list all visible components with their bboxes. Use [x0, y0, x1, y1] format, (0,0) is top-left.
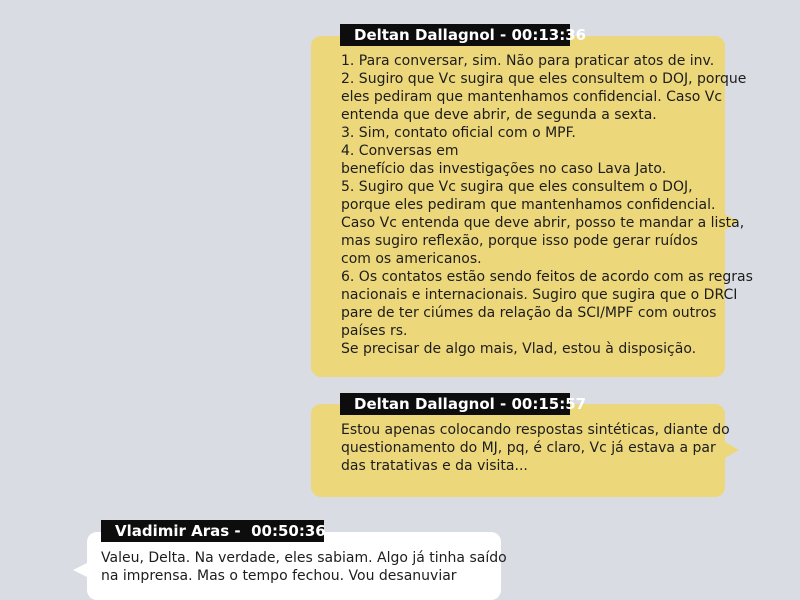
message-line: das tratativas e da visita...: [341, 458, 528, 474]
message-line: benefício das investigações no caso Lava Jato.: [341, 161, 667, 177]
message-line: 3. Sim, contato oficial com o MPF.: [341, 125, 576, 141]
message-line: 4. Conversas em: [341, 143, 459, 159]
message-line: porque eles pediram que mantenhamos confidencial.: [341, 197, 716, 213]
message-line: Estou apenas colocando respostas sintéticas, diante do: [341, 422, 730, 438]
message-line: 1. Para conversar, sim. Não para praticar atos de inv.: [341, 53, 715, 69]
message-body: [341, 421, 730, 475]
message-bubble-3: [87, 532, 507, 600]
message-line: 2. Sugiro que Vc sugira que eles consultem o DOJ, porque: [341, 71, 747, 87]
bubble-tail: [73, 563, 87, 577]
message-body: [101, 549, 507, 585]
message-line: na imprensa. Mas o tempo fechou. Vou desanuviar: [101, 568, 457, 584]
message-line: 5. Sugiro que Vc sugira que eles consultem o DOJ,: [341, 179, 693, 195]
message-line: com os americanos.: [341, 251, 482, 267]
message-line: países rs.: [341, 323, 408, 339]
sender-timestamp-header: Deltan Dallagnol - 00:15:57: [340, 393, 570, 415]
message-body: [341, 52, 753, 358]
message-bubble-1: [311, 36, 753, 377]
message-line: Caso Vc entenda que deve abrir, posso te mandar a lista,: [341, 215, 745, 231]
sender-timestamp-header: Vladimir Aras - 00:50:36: [101, 520, 324, 542]
message-line: Valeu, Delta. Na verdade, eles sabiam. Algo já tinha saído: [101, 550, 507, 566]
sender-timestamp-header: Deltan Dallagnol - 00:13:36: [340, 24, 570, 46]
message-line: Se precisar de algo mais, Vlad, estou à disposição.: [341, 341, 697, 357]
message-line: mas sugiro reflexão, porque isso pode gerar ruídos: [341, 233, 698, 249]
message-bubble-2: [311, 404, 730, 497]
message-line: nacionais e internacionais. Sugiro que sugira que o DRCI: [341, 287, 738, 303]
message-line: questionamento do MJ, pq, é claro, Vc já estava a par: [341, 440, 716, 456]
message-line: pare de ter ciúmes da relação da SCI/MPF com outros: [341, 305, 717, 321]
message-line: 6. Os contatos estão sendo feitos de acordo com as regras: [341, 269, 753, 285]
message-line: entenda que deve abrir, de segunda a sexta.: [341, 107, 657, 123]
message-line: eles pediram que mantenhamos confidencial. Caso Vc: [341, 89, 723, 105]
